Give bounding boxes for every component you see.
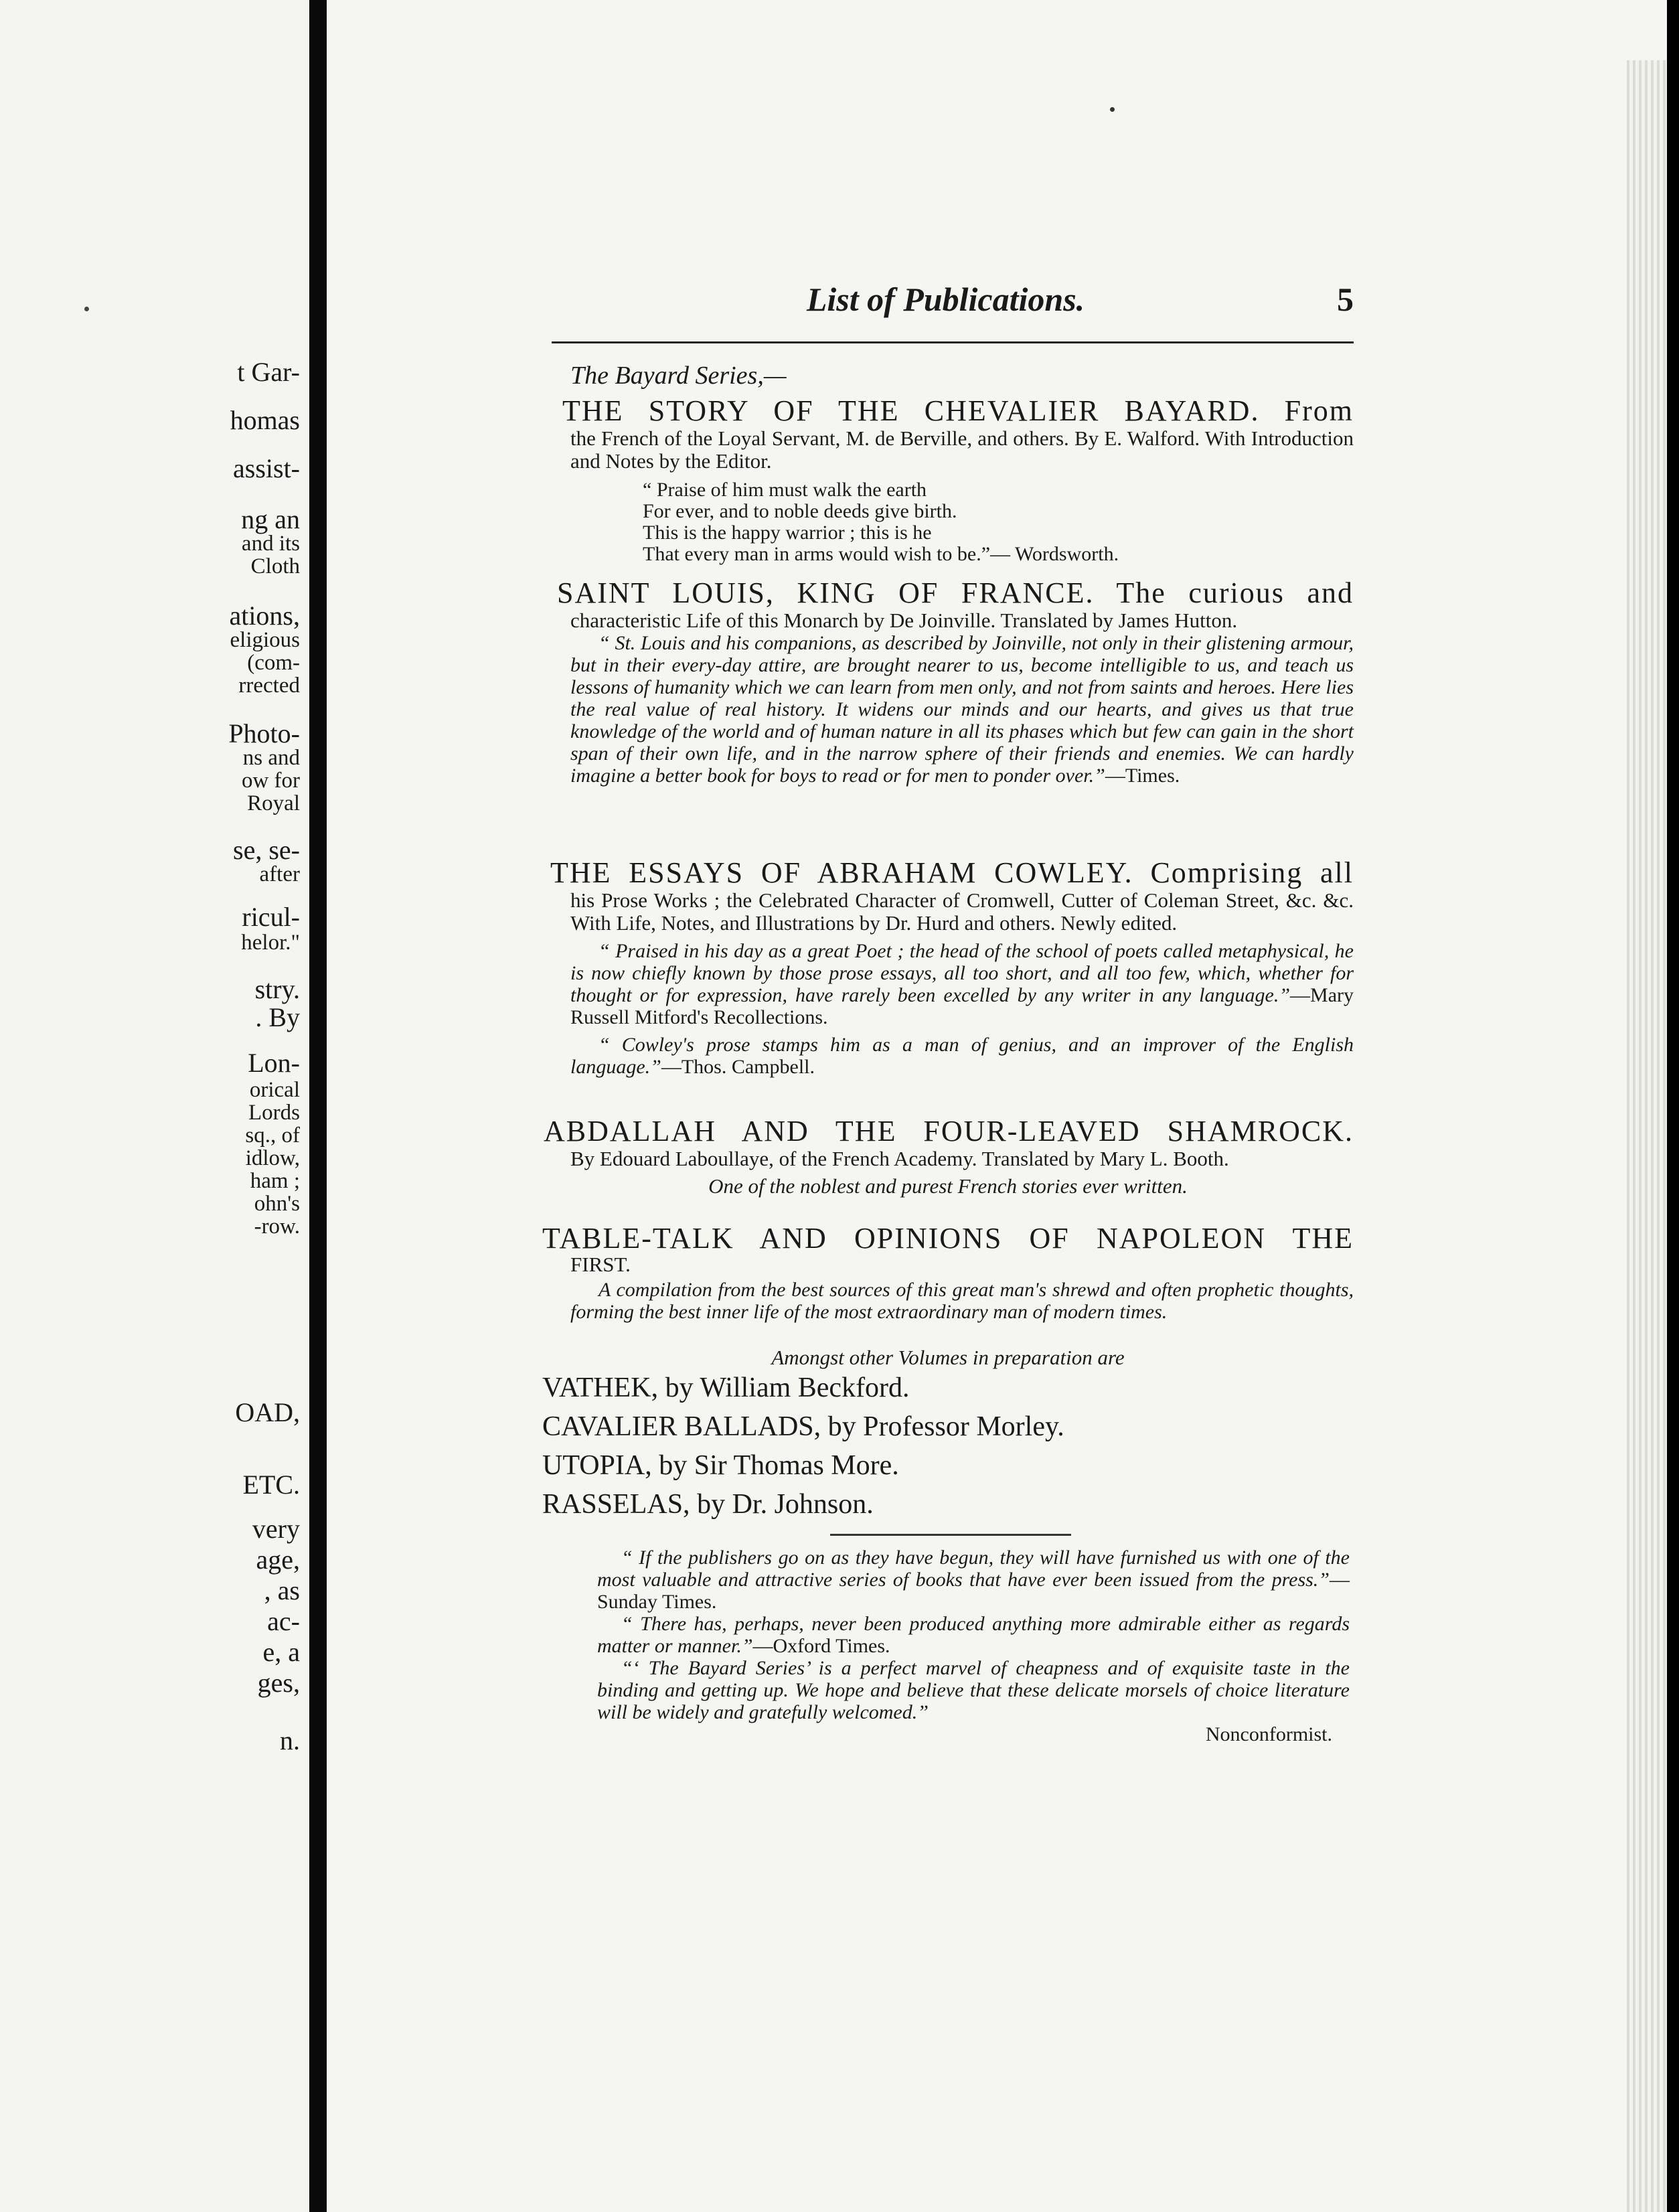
left-text-fragment: Photo-: [228, 718, 300, 748]
poem-text: That every man in arms would wish to be.”— Wordsworth.: [643, 543, 1119, 565]
left-text-fragment: ricul-: [242, 902, 300, 932]
quote-text: “ Praised in his day as a great Poet ; the head of the school of poets called metaphysical, he is now chiefly known by those prose essays, all too short, and all too few, which, whether for thought or for expression, have rarely been excelled by any writer in any language.”: [570, 940, 1354, 1006]
entry-description: his Prose Works ; the Celebrated Character of Cromwell, Cutter of Coleman Street, &c. &c. With Life, Notes, and Illustrations by Dr. Hurd and others. Newly edited.: [570, 888, 1354, 935]
left-text-fragment: n.: [280, 1725, 300, 1755]
item-author: by Professor Morley.: [827, 1411, 1064, 1442]
left-text-fragment: and its: [241, 532, 300, 556]
left-text-fragment: homas: [230, 405, 300, 435]
page-edges: [1627, 60, 1667, 2212]
quote-text: “ If the publishers go on as they have begun, they will have furnished us with one of the most valuable and attractive series of books that have ever been issued from the press.”: [597, 1547, 1350, 1591]
quote-text: “ There has, perhaps, never been produced anything more admirable either as regards matter or manner.”: [597, 1613, 1350, 1657]
quote-source: —Sunday Times.: [597, 1569, 1350, 1613]
entry-title: THE STORY OF THE CHEVALIER BAYARD. From: [562, 394, 1354, 427]
series-label: The Bayard Series,—: [570, 362, 787, 390]
quote-source: —Times.: [1105, 765, 1180, 787]
entry-title: TABLE-TALK AND OPINIONS OF NAPOLEON THE: [542, 1222, 1354, 1255]
item-title: RASSELAS,: [542, 1489, 690, 1520]
entry-title: ABDALLAH AND THE FOUR-LEAVED SHAMROCK.: [544, 1115, 1354, 1148]
preparation-item: [542, 1410, 1354, 1443]
left-text-fragment: t Gar-: [237, 357, 300, 387]
book-gutter: [309, 0, 327, 2212]
left-text-fragment: idlow,: [245, 1146, 300, 1170]
left-text-fragment: helor.": [241, 931, 300, 955]
left-text-fragment: Royal: [247, 791, 300, 815]
left-text-fragment: ations,: [229, 601, 300, 631]
quote-text: “ Cowley's prose stamps him as a man of genius, and an improver of the English language.”: [570, 1034, 1354, 1078]
previous-page-fragment: [0, 0, 309, 2212]
entry-saint-louis: [542, 577, 1354, 787]
review-quote: [573, 1613, 1350, 1657]
left-text-fragment: stry.: [254, 974, 300, 1004]
text-column: [542, 0, 1354, 2212]
entry-description: By Edouard Laboullaye, of the French Academy. Translated by Mary L. Booth.: [570, 1147, 1229, 1170]
entry-abdallah: [542, 1115, 1354, 1198]
item-title: CAVALIER BALLADS,: [542, 1411, 821, 1442]
left-text-fragment: . By: [255, 1002, 300, 1032]
left-text-fragment: OAD,: [235, 1397, 300, 1427]
left-text-fragment: e, a: [262, 1637, 300, 1667]
left-text-fragment: very: [252, 1514, 300, 1544]
left-text-fragment: ac-: [267, 1606, 300, 1636]
left-text-fragment: assist-: [233, 453, 300, 483]
entry-description: the French of the Loyal Servant, M. de Berville, and others. By E. Walford. With Introduction and Notes by the Editor.: [570, 426, 1354, 473]
left-text-fragment: ges,: [257, 1668, 300, 1698]
item-author: by William Beckford.: [665, 1372, 910, 1403]
quote-text: “‘ The Bayard Series’ is a perfect marvel of cheapness and of exquisite taste in the binding and getting up. We hope and believe that these delicate morsels of choice literature will be widely and gratefully welcomed.”: [597, 1657, 1350, 1723]
left-text-fragment: se, se-: [233, 835, 300, 865]
left-text-fragment: eligious: [230, 628, 300, 652]
review-quote: [542, 940, 1354, 1028]
entry-note: One of the noblest and purest French stories ever written.: [708, 1174, 1188, 1198]
left-text-fragment: sq., of: [245, 1123, 300, 1148]
left-text-fragment: age,: [256, 1545, 300, 1575]
press-reviews: [573, 1547, 1350, 1746]
section-divider: [830, 1534, 1071, 1536]
review-quote: [573, 1547, 1350, 1613]
left-text-fragment: ETC.: [242, 1470, 300, 1500]
item-author: by Dr. Johnson.: [697, 1489, 874, 1520]
left-text-fragment: rrected: [238, 674, 300, 698]
entry-cowley: [542, 857, 1354, 1078]
item-author: by Sir Thomas More.: [659, 1450, 899, 1481]
preparation-item: [542, 1371, 1354, 1405]
ink-dot: [84, 307, 89, 311]
entry-title-continued: FIRST.: [570, 1253, 631, 1276]
entry-bayard: [542, 395, 1354, 565]
poem-line: “ Praise of him must walk the earth: [643, 479, 927, 501]
preparation-intro: Amongst other Volumes in preparation are: [771, 1346, 1125, 1369]
quote-source: —Mary Russell Mitford's Recollections.: [570, 984, 1354, 1028]
entry-title: SAINT LOUIS, KING OF FRANCE. The curious and: [557, 576, 1354, 609]
left-text-fragment: Lords: [248, 1101, 300, 1125]
entry-title: THE ESSAYS OF ABRAHAM COWLEY. Comprising all: [550, 856, 1354, 889]
running-title: List of Publications.: [806, 281, 1085, 318]
quote-source: Nonconformist.: [1205, 1723, 1332, 1745]
left-text-fragment: -row.: [254, 1214, 300, 1239]
quote-source: —Thos. Campbell.: [661, 1056, 815, 1078]
entry-description: characteristic Life of this Monarch by De Joinville. Translated by James Hutton.: [570, 609, 1238, 632]
item-title: VATHEK,: [542, 1372, 659, 1403]
left-text-fragment: , as: [264, 1575, 300, 1605]
header-rule: [552, 341, 1354, 343]
page-number: 5: [1337, 281, 1354, 318]
left-text-fragment: ham ;: [250, 1169, 300, 1193]
left-text-fragment: ow for: [241, 769, 300, 793]
review-quote: [542, 632, 1354, 787]
entry-note: [542, 1279, 1354, 1323]
note-text: A compilation from the best sources of this great man's shrewd and often prophetic thoughts, forming the best inner life of the most extraordinary man of modern times.: [570, 1279, 1354, 1323]
left-text-fragment: ohn's: [254, 1192, 300, 1216]
running-head: [542, 276, 1354, 323]
review-quote: [542, 1034, 1354, 1078]
poem-line: [542, 544, 1354, 565]
preparation-item: [542, 1488, 1354, 1521]
poem-line: This is the happy warrior ; this is he: [643, 522, 932, 544]
left-text-fragment: orical: [249, 1078, 300, 1102]
left-text-fragment: ng an: [241, 504, 300, 534]
quote-text: “ St. Louis and his companions, as described by Joinville, not only in their glistening armour, but in their every-day attire, are brought nearer to us, become intelligible to us, and teach us lessons of humanity which we can learn from men only, and not from saints and heroes. Here lies the real value of real history. It widens our minds and our hearts, and gives us that true knowledge of the world and of human nature in all its phases which but few can gain in the short span of their own life, and in the narrow sphere of their friends and enemies. We can hardly imagine a better book for boys to read or for men to ponder over.”: [570, 632, 1354, 787]
left-text-fragment: Lon-: [248, 1048, 300, 1078]
entry-napoleon: [542, 1222, 1354, 1323]
preparation-list: [542, 1346, 1354, 1521]
poem-line: For ever, and to noble deeds give birth.: [643, 500, 957, 522]
left-text-fragment: ns and: [242, 746, 300, 770]
left-text-fragment: (com-: [247, 651, 300, 675]
review-quote: [573, 1657, 1350, 1723]
quote-source: —Oxford Times.: [752, 1635, 890, 1657]
preparation-item: [542, 1449, 1354, 1482]
item-title: UTOPIA,: [542, 1450, 652, 1481]
left-text-fragment: Cloth: [250, 554, 300, 578]
left-text-fragment: after: [259, 862, 300, 886]
